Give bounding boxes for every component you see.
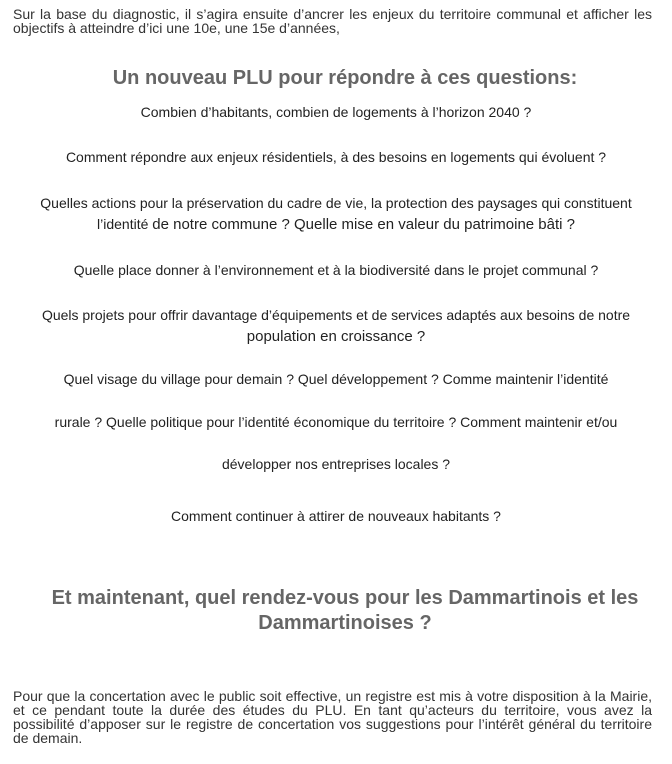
question-living-environment-line1: Quelles actions pour la préservation du cadre de vie, la protection des paysages qui constituent bbox=[40, 195, 632, 211]
meeting-heading bbox=[40, 586, 650, 636]
question-living-environment bbox=[20, 193, 652, 235]
question-equipment-line1: Quels projets pour offrir davantage d’équipements et de services adaptés aux besoins de notre bbox=[41, 307, 631, 323]
intro-paragraph: Sur la base du diagnostic, il s’agira ensuite d’ancrer les enjeux du territoire communal et afficher les objectifs à atteindre d’ici une 10e, une 15e d’années, bbox=[13, 6, 652, 36]
question-village-line1: Quel visage du village pour demain ? Quel développement ? Comme maintenir l’identité bbox=[63, 371, 609, 387]
meeting-heading-line2: Dammartinoises bbox=[258, 612, 414, 634]
outro-paragraph: Pour que la concertation avec le public soit effective, un registre est mis à votre disposition à la Mairie, et ce pendant toute la durée des études du PLU. En tant qu’acteurs du territoire, vous avez la possibilité d’apposer sur le registre de concertation vos suggestions pour l’intérêt général du territoire de demain. bbox=[13, 688, 652, 746]
question-residential: Comment répondre aux enjeux résidentiels, à des besoins en logements qui évoluent ? bbox=[65, 149, 607, 165]
question-village-line3: développer nos entreprises locales ? bbox=[221, 456, 451, 472]
question-village-line2: rurale ? Quelle politique pour l’identité économique du territoire ? Comment maintenir et/ou bbox=[54, 414, 618, 430]
meeting-heading-qmark: ? bbox=[419, 612, 432, 634]
question-living-environment-line2b: de notre commune ? Quelle mise en valeur du patrimoine bâti ? bbox=[152, 216, 575, 233]
meeting-heading-line1: Et maintenant, quel rendez-vous pour les Dammartinois et les bbox=[51, 587, 639, 609]
question-new-residents: Comment continuer à attirer de nouveaux habitants ? bbox=[171, 508, 501, 524]
question-population: Combien d’habitants, combien de logements à l’horizon 2040 ? bbox=[140, 104, 532, 120]
question-environment: Quelle place donner à l’environnement et à la biodiversité dans le projet communal ? bbox=[73, 262, 599, 278]
question-equipment-line2: population en croissance ? bbox=[246, 328, 426, 345]
question-equipment bbox=[20, 305, 652, 347]
question-living-environment-line2a: l’identité bbox=[97, 216, 149, 232]
questions-heading: Un nouveau PLU pour répondre à ces questions: bbox=[112, 67, 578, 89]
